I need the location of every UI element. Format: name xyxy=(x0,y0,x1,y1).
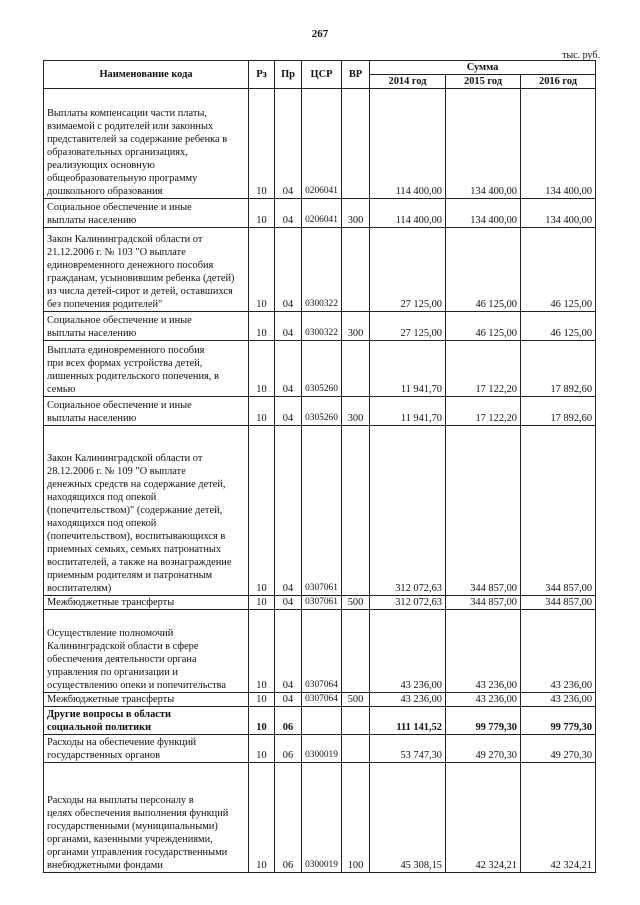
table-row xyxy=(44,596,596,610)
row-vr xyxy=(342,707,370,735)
row-pr: 04 xyxy=(275,199,302,228)
header-2016: 2016 год xyxy=(521,75,596,89)
row-rz: 10 xyxy=(249,693,275,707)
row-2014: 27 125,00 xyxy=(370,312,446,341)
header-2015: 2015 год xyxy=(446,75,521,89)
row-vr xyxy=(342,89,370,199)
row-2015: 134 400,00 xyxy=(446,199,521,228)
row-2015: 49 270,30 xyxy=(446,735,521,763)
budget-table xyxy=(43,60,596,873)
row-pr: 04 xyxy=(275,693,302,707)
table-row xyxy=(44,610,596,693)
row-vr: 300 xyxy=(342,397,370,426)
header-csr: ЦСР xyxy=(302,61,342,89)
row-name: Выплаты компенсации части платы, взимаемой с родителей или законных представителей за содержание ребенка в образовательных организациях, реализующих основную общеобразовательную программу дошкольного образования xyxy=(44,89,249,199)
row-name: Социальное обеспечение и иные выплаты населению xyxy=(44,199,249,228)
row-2015: 43 236,00 xyxy=(446,693,521,707)
row-2014: 27 125,00 xyxy=(370,228,446,312)
row-vr: 500 xyxy=(342,596,370,610)
row-rz: 10 xyxy=(249,610,275,693)
row-2015: 344 857,00 xyxy=(446,596,521,610)
row-pr: 06 xyxy=(275,735,302,763)
row-rz: 10 xyxy=(249,89,275,199)
row-rz: 10 xyxy=(249,199,275,228)
row-rz: 10 xyxy=(249,228,275,312)
row-name: Закон Калининградской области от 21.12.2006 г. № 103 "О выплате единовременного денежного пособия гражданам, усыновившим ребенка (детей) из числа детей-сирот и детей, оставшихся без попечения родителей" xyxy=(44,228,249,312)
row-csr: 0305260 xyxy=(302,397,342,426)
row-2014: 312 072,63 xyxy=(370,596,446,610)
row-csr: 0300322 xyxy=(302,312,342,341)
row-rz: 10 xyxy=(249,707,275,735)
row-2016: 99 779,30 xyxy=(521,707,596,735)
row-name: Закон Калининградской области от 28.12.2006 г. № 109 "О выплате денежных средств на содержание детей, находящихся под опекой (попечительством)" (содержание детей, находящихся под опекой (попечительством), воспитывающихся в приемных семьях, семьях патронатных воспитателей, а также на вознаграждение приемным родителям и патронатным воспитателям) xyxy=(44,426,249,596)
table-body xyxy=(44,89,596,873)
row-2016: 49 270,30 xyxy=(521,735,596,763)
row-vr xyxy=(342,735,370,763)
table-row xyxy=(44,707,596,735)
row-csr xyxy=(302,707,342,735)
header-vr: ВР xyxy=(342,61,370,89)
row-pr: 04 xyxy=(275,596,302,610)
row-2015: 17 122,20 xyxy=(446,341,521,397)
row-csr: 0300019 xyxy=(302,735,342,763)
row-2014: 111 141,52 xyxy=(370,707,446,735)
row-2016: 46 125,00 xyxy=(521,312,596,341)
row-2015: 43 236,00 xyxy=(446,610,521,693)
row-rz: 10 xyxy=(249,341,275,397)
row-name: Социальное обеспечение и иные выплаты населению xyxy=(44,312,249,341)
row-2016: 344 857,00 xyxy=(521,596,596,610)
row-pr: 06 xyxy=(275,763,302,873)
row-vr: 100 xyxy=(342,763,370,873)
row-name: Расходы на выплаты персоналу в целях обеспечения выполнения функций государственными (муниципальными) органами, казенными учреждениями, органами управления государственными внебюджетными фондами xyxy=(44,763,249,873)
row-rz: 10 xyxy=(249,596,275,610)
row-pr: 06 xyxy=(275,707,302,735)
table-row xyxy=(44,397,596,426)
row-name: Другие вопросы в области социальной политики xyxy=(44,707,249,735)
row-2016: 43 236,00 xyxy=(521,610,596,693)
row-vr xyxy=(342,341,370,397)
row-vr: 300 xyxy=(342,199,370,228)
row-csr: 0300019 xyxy=(302,763,342,873)
row-2014: 43 236,00 xyxy=(370,693,446,707)
row-csr: 0307064 xyxy=(302,610,342,693)
row-name: Выплата единовременного пособия при всех формах устройства детей, лишенных родительского попечения, в семью xyxy=(44,341,249,397)
row-name: Межбюджетные трансферты xyxy=(44,693,249,707)
table-row xyxy=(44,228,596,312)
row-rz: 10 xyxy=(249,397,275,426)
row-2014: 53 747,30 xyxy=(370,735,446,763)
row-2016: 46 125,00 xyxy=(521,228,596,312)
row-2016: 134 400,00 xyxy=(521,89,596,199)
row-2014: 43 236,00 xyxy=(370,610,446,693)
row-vr xyxy=(342,426,370,596)
row-2016: 134 400,00 xyxy=(521,199,596,228)
row-csr: 0206041 xyxy=(302,89,342,199)
row-rz: 10 xyxy=(249,735,275,763)
row-pr: 04 xyxy=(275,610,302,693)
row-rz: 10 xyxy=(249,312,275,341)
row-csr: 0305260 xyxy=(302,341,342,397)
row-2016: 42 324,21 xyxy=(521,763,596,873)
row-vr: 300 xyxy=(342,312,370,341)
table-row xyxy=(44,426,596,596)
header-pr: Пр xyxy=(275,61,302,89)
row-csr: 0307064 xyxy=(302,693,342,707)
row-pr: 04 xyxy=(275,397,302,426)
row-2015: 46 125,00 xyxy=(446,228,521,312)
row-2014: 11 941,70 xyxy=(370,397,446,426)
row-2014: 11 941,70 xyxy=(370,341,446,397)
row-csr: 0206041 xyxy=(302,199,342,228)
row-2014: 114 400,00 xyxy=(370,89,446,199)
row-name: Расходы на обеспечение функций государственных органов xyxy=(44,735,249,763)
row-csr: 0307061 xyxy=(302,426,342,596)
row-2016: 17 892,60 xyxy=(521,397,596,426)
page-number: 267 xyxy=(311,28,329,40)
row-2015: 134 400,00 xyxy=(446,89,521,199)
header-sum: Сумма xyxy=(370,61,596,75)
row-csr: 0300322 xyxy=(302,228,342,312)
row-vr xyxy=(342,610,370,693)
row-rz: 10 xyxy=(249,426,275,596)
row-pr: 04 xyxy=(275,312,302,341)
row-name: Осуществление полномочий Калининградской области в сфере обеспечения деятельности органа управления по организации и осуществлению опеки и попечительства xyxy=(44,610,249,693)
row-pr: 04 xyxy=(275,426,302,596)
row-name: Межбюджетные трансферты xyxy=(44,596,249,610)
row-2014: 312 072,63 xyxy=(370,426,446,596)
row-pr: 04 xyxy=(275,341,302,397)
header-name: Наименование кода xyxy=(44,61,249,89)
row-name: Социальное обеспечение и иные выплаты населению xyxy=(44,397,249,426)
row-2016: 17 892,60 xyxy=(521,341,596,397)
row-2016: 344 857,00 xyxy=(521,426,596,596)
row-2015: 99 779,30 xyxy=(446,707,521,735)
row-vr: 500 xyxy=(342,693,370,707)
row-2014: 114 400,00 xyxy=(370,199,446,228)
table-row xyxy=(44,693,596,707)
header-2014: 2014 год xyxy=(370,75,446,89)
row-2015: 46 125,00 xyxy=(446,312,521,341)
row-csr: 0307061 xyxy=(302,596,342,610)
row-2015: 17 122,20 xyxy=(446,397,521,426)
row-pr: 04 xyxy=(275,89,302,199)
row-2014: 45 308,15 xyxy=(370,763,446,873)
table-row xyxy=(44,312,596,341)
table-row xyxy=(44,199,596,228)
table-row xyxy=(44,735,596,763)
row-vr xyxy=(342,228,370,312)
row-2015: 42 324,21 xyxy=(446,763,521,873)
table-row xyxy=(44,763,596,873)
row-2015: 344 857,00 xyxy=(446,426,521,596)
row-2016: 43 236,00 xyxy=(521,693,596,707)
table-row xyxy=(44,341,596,397)
units-label: тыс. руб. xyxy=(562,50,600,61)
row-pr: 04 xyxy=(275,228,302,312)
table-row xyxy=(44,89,596,199)
header-rz: Рз xyxy=(249,61,275,89)
row-rz: 10 xyxy=(249,763,275,873)
